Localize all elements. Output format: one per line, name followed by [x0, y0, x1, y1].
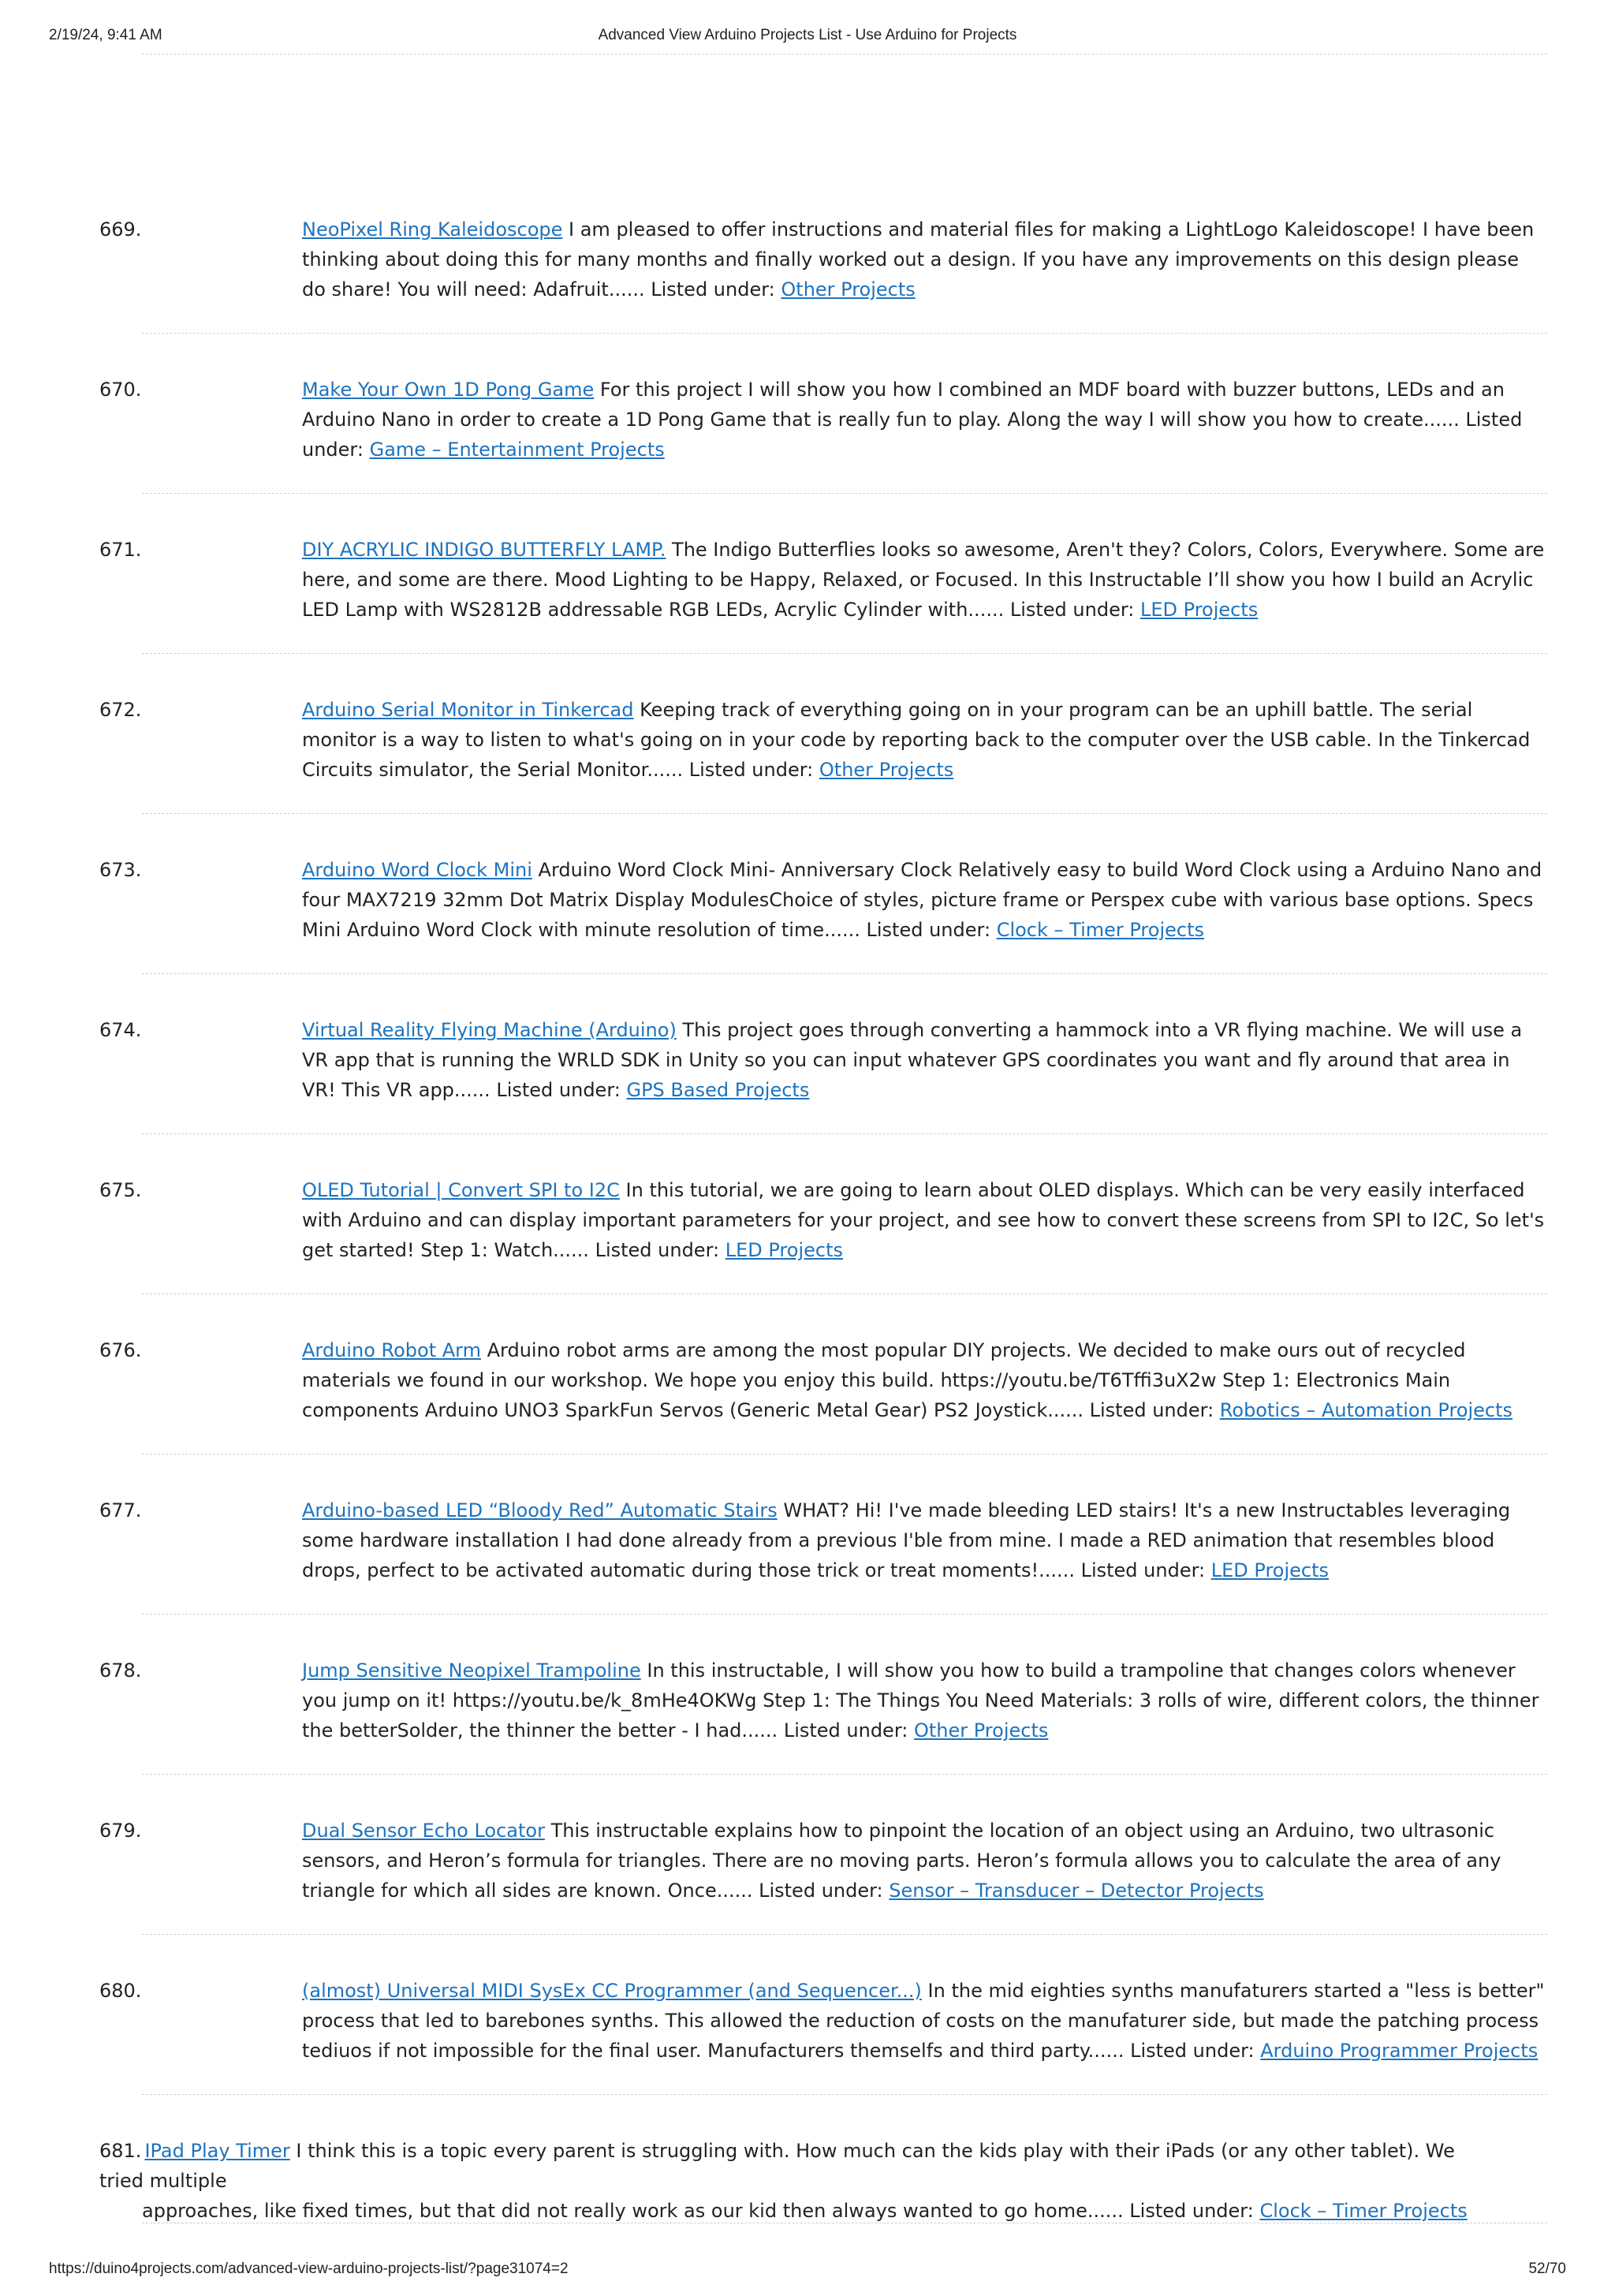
item-description: This project goes through converting a hammock into a VR flying machine. We will use a VR app that is running the WRLD SDK in Unity so you can input whatever GPS coordinates you want and fly around that area in VR! This VR app...... Listed under:: [302, 1019, 1523, 1101]
item-text: [302, 1816, 1548, 1906]
category-link[interactable]: Other Projects: [781, 278, 916, 301]
list-item: [0, 1656, 1615, 1816]
divider: [142, 1614, 1547, 1615]
category-link[interactable]: LED Projects: [1140, 599, 1259, 621]
project-link[interactable]: Jump Sensitive Neopixel Trampoline: [302, 1659, 641, 1682]
item-description: Arduino robot arms are among the most popular DIY projects. We decided to make ours out of recycled materials we found in our workshop. We hope you enjoy this build. https://youtu.be/T6Tffi3uX2w Step 1: Electronics Main components Arduino UNO3 SparkFun Servos (Generic Metal Gear) PS2 Joystick...... Listed under:: [302, 1339, 1466, 1421]
category-link[interactable]: Other Projects: [913, 1719, 1049, 1742]
list-item: [0, 1335, 1615, 1495]
item-text: [302, 1976, 1548, 2066]
item-text: [302, 375, 1548, 465]
item-number: 680.: [99, 1980, 142, 2002]
category-link[interactable]: Other Projects: [819, 759, 954, 781]
item-number: 679.: [99, 1820, 142, 1842]
project-link[interactable]: Make Your Own 1D Pong Game: [302, 379, 595, 401]
divider: [142, 493, 1547, 494]
item-number: 678.: [99, 1659, 142, 1682]
divider: [142, 973, 1547, 974]
item-text: [99, 2136, 1471, 2226]
item-number: 670.: [99, 379, 142, 401]
item-number: 674.: [99, 1019, 142, 1041]
project-link[interactable]: Arduino-based LED “Bloody Red” Automatic Stairs: [302, 1499, 778, 1521]
category-link[interactable]: Robotics – Automation Projects: [1219, 1399, 1513, 1421]
page-url: https://duino4projects.com/advanced-view-arduino-projects-list/?page31074=2: [49, 2261, 569, 2277]
project-link[interactable]: Arduino Word Clock Mini: [302, 859, 532, 881]
project-link[interactable]: Virtual Reality Flying Machine (Arduino): [302, 1019, 677, 1041]
item-description-continued: [99, 2196, 1471, 2226]
project-link[interactable]: DIY ACRYLIC INDIGO BUTTERFLY LAMP.: [302, 539, 666, 561]
category-link[interactable]: LED Projects: [1210, 1559, 1330, 1581]
divider: [142, 333, 1547, 334]
item-text: [302, 1015, 1548, 1105]
list-item: [0, 855, 1615, 1015]
item-text: [302, 1335, 1548, 1425]
project-link[interactable]: NeoPixel Ring Kaleidoscope: [302, 218, 563, 241]
category-link[interactable]: Game – Entertainment Projects: [369, 439, 665, 461]
divider: [142, 813, 1547, 814]
project-list: [0, 215, 1615, 2296]
category-link[interactable]: Sensor – Transducer – Detector Projects: [889, 1880, 1264, 1902]
divider: [142, 653, 1547, 654]
divider: [142, 1133, 1547, 1134]
item-description: approaches, like fixed times, but that did not really work as our kid then always wanted to go home...... Listed under:: [142, 2200, 1260, 2222]
print-date: 2/19/24, 9:41 AM: [49, 27, 162, 43]
item-text: [302, 1656, 1548, 1745]
item-number: 681.: [99, 2140, 142, 2162]
category-link[interactable]: Clock – Timer Projects: [996, 919, 1204, 941]
item-description: I think this is a topic every parent is struggling with. How much can the kids play with their iPads (or any other tablet). We tried multiple: [99, 2140, 1455, 2192]
item-number: 673.: [99, 859, 142, 881]
item-text: [302, 1495, 1548, 1585]
list-item: [0, 1175, 1615, 1335]
item-description: In this instructable, I will show you how to build a trampoline that changes colors whenever you jump on it! https://youtu.be/k_8mHe4OKWg Step 1: The Things You Need Materials: 3 rolls of wire, different colors, the thinner the betterSolder, the thinner the better - I had...... Listed under:: [302, 1659, 1539, 1742]
item-number: 672.: [99, 699, 142, 721]
list-item: [0, 1015, 1615, 1175]
list-item: [0, 375, 1615, 535]
project-link[interactable]: Arduino Serial Monitor in Tinkercad: [302, 699, 634, 721]
project-link[interactable]: OLED Tutorial | Convert SPI to I2C: [302, 1179, 620, 1201]
item-description: WHAT? Hi! I've made bleeding LED stairs! It's a new Instructables leveraging some hardware installation I had done already from a previous I'ble from mine. I made a RED animation that resembles blood drops, perfect to be activated automatic during those trick or treat moments!...... Listed under:: [302, 1499, 1511, 1581]
category-link[interactable]: Clock – Timer Projects: [1259, 2200, 1468, 2222]
item-text: [302, 535, 1548, 625]
list-item: [0, 1976, 1615, 2136]
list-item: [0, 695, 1615, 855]
item-description: Arduino Word Clock Mini- Anniversary Clock Relatively easy to build Word Clock using a Arduino Nano and four MAX7219 32mm Dot Matrix Display ModulesChoice of styles, picture frame or Perspex cube with various base options. Specs Mini Arduino Word Clock with minute resolution of time...... Listed under:: [302, 859, 1542, 941]
item-text: [302, 215, 1548, 304]
print-header: [49, 27, 1566, 50]
item-number: 677.: [99, 1499, 142, 1521]
project-link[interactable]: IPad Play Timer: [144, 2140, 290, 2162]
item-text: [302, 1175, 1548, 1265]
list-item: [0, 535, 1615, 695]
divider: [142, 1934, 1547, 1935]
item-number: 675.: [99, 1179, 142, 1201]
print-footer: [49, 2261, 1566, 2284]
item-description: This instructable explains how to pinpoint the location of an object using an Arduino, two ultrasonic sensors, and Heron’s formula for triangles. There are no moving parts. Heron’s formula allows you to calculate the area of any triangle for which all sides are known. Once...... Listed under:: [302, 1820, 1501, 1902]
project-link[interactable]: Dual Sensor Echo Locator: [302, 1820, 545, 1842]
item-description: Keeping track of everything going on in your program can be an uphill battle. The serial monitor is a way to listen to what's going on in your code by reporting back to the computer over the USB cable. In the Tinkercad Circuits simulator, the Serial Monitor...... Listed under:: [302, 699, 1531, 781]
item-description: The Indigo Butterflies looks so awesome, Aren't they? Colors, Colors, Everywhere. Some are here, and some are there. Mood Lighting to be Happy, Relaxed, or Focused. In this Instructable I’ll show you how I build an Acrylic LED Lamp with WS2812B addressable RGB LEDs, Acrylic Cylinder with...... Listed under:: [302, 539, 1545, 621]
divider: [142, 2094, 1547, 2095]
divider: [142, 1774, 1547, 1775]
item-description: For this project I will show you how I combined an MDF board with buzzer buttons, LEDs and an Arduino Nano in order to create a 1D Pong Game that is really fun to play. Along the way I will show you how to create...... Listed under:: [302, 379, 1523, 461]
item-description: In the mid eighties synths manufaturers started a "less is better" process that led to barebones synths. This allowed the reduction of costs on the manufaturer side, but made the patching process tediuos if not impossible for the final user. Manufacturers themselfs and third party...... Listed under:: [302, 1980, 1545, 2062]
item-number: 669.: [99, 218, 142, 241]
page-number: 52/70: [1528, 2261, 1566, 2277]
category-link[interactable]: Arduino Programmer Projects: [1260, 2040, 1539, 2062]
item-description: I am pleased to offer instructions and material files for making a LightLogo Kaleidoscope! I have been thinking about doing this for many months and finally worked out a design. If you have any improvements on this design please do share! You will need: Adafruit...... Listed under:: [302, 218, 1535, 301]
item-number: 671.: [99, 539, 142, 561]
project-link[interactable]: Arduino Robot Arm: [302, 1339, 481, 1361]
category-link[interactable]: LED Projects: [725, 1239, 843, 1261]
item-description: In this tutorial, we are going to learn about OLED displays. Which can be very easily interfaced with Arduino and can display important parameters for your project, and see how to convert these screens from SPI to I2C, So let's get started! Step 1: Watch...... Listed under:: [302, 1179, 1545, 1261]
item-text: [302, 855, 1548, 945]
list-item: [0, 1816, 1615, 1976]
page-title: Advanced View Arduino Projects List - Use Arduino for Projects: [598, 27, 1017, 43]
category-link[interactable]: GPS Based Projects: [626, 1079, 810, 1101]
item-number: 676.: [99, 1339, 142, 1361]
list-item: [0, 1495, 1615, 1656]
item-text: [302, 695, 1548, 785]
project-link[interactable]: (almost) Universal MIDI SysEx CC Programmer (and Sequencer...): [302, 1980, 922, 2002]
list-item: [0, 215, 1615, 375]
